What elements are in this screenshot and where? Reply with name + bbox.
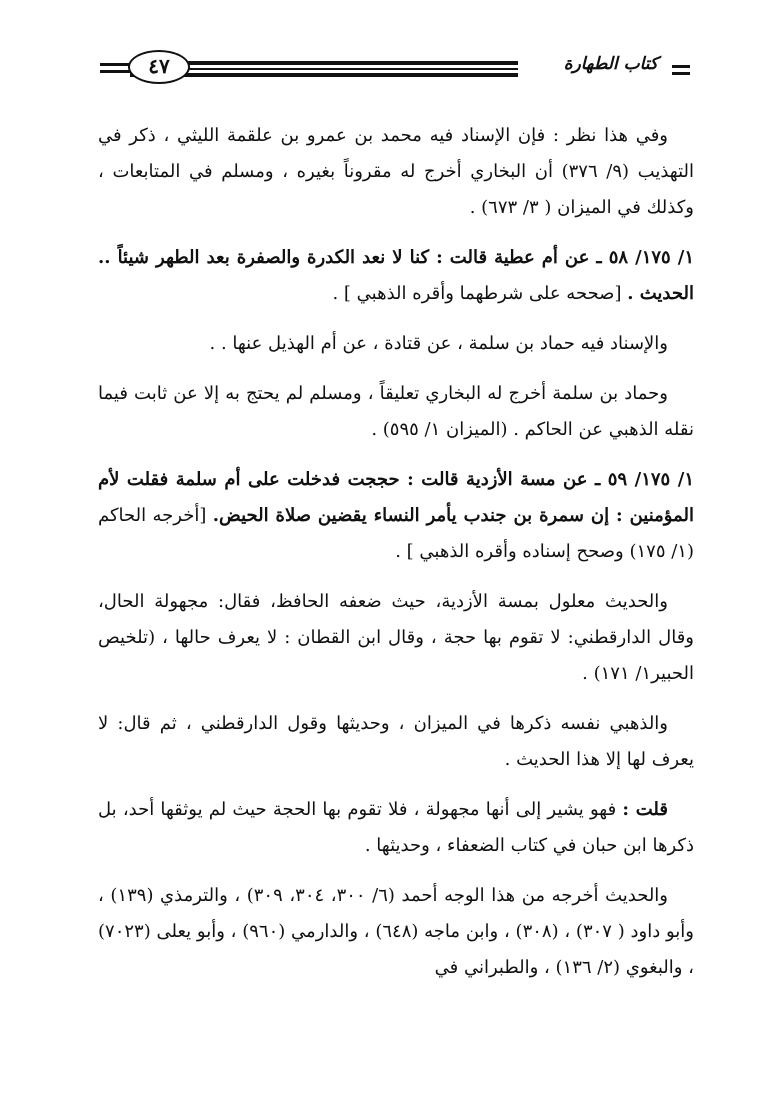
page-body bbox=[98, 118, 694, 1000]
paragraph-text: [أخرجه الحاكم (١/ ١٧٥) وصحح إسناده وأقره الذهبي ] . bbox=[98, 505, 694, 562]
book-title: كتاب الطهارة bbox=[563, 54, 658, 74]
paragraph-9 bbox=[98, 878, 694, 986]
paragraph-text: فهو يشير إلى أنها مجهولة ، فلا تقوم بها الحجة حيث لم يوثقها أحد، بل ذكرها ابن حبان في كتاب الضعفاء ، وحديثها . bbox=[98, 799, 694, 856]
paragraph-6 bbox=[98, 584, 694, 692]
paragraph-text: والحديث أخرجه من هذا الوجه أحمد (٦/ ٣٠٠، ٣٠٤، ٣٠٩) ، والترمذي (١٣٩) ، وأبو داود ( ٣٠٧) ، (٣٠٨) ، وابن ماجه (٦٤٨) ، والدارمي (٩٦٠) ، وأبو يعلى (٧٠٢٣) ، والبغوي (٢/ ١٣٦) ، والطبراني في bbox=[98, 885, 694, 978]
header-rule bbox=[130, 73, 518, 77]
qultu-label: قلت : bbox=[622, 799, 668, 820]
paragraph-2 bbox=[98, 240, 694, 312]
hadith-heading: ١/ ١٧٥/ ٥٩ ـ عن مسة الأزدية قالت : حججت فدخلت على أم سلمة فقلت لأم المؤمنين : إن سمرة بن جندب يأمر النساء يقضين صلاة الحيض. bbox=[98, 469, 694, 526]
paragraph-7 bbox=[98, 706, 694, 778]
paragraph-1 bbox=[98, 118, 694, 226]
paragraph-text: [صححه على شرطهما وأقره الذهبي ] . bbox=[332, 283, 628, 304]
paragraph-text: وفي هذا نظر : فإن الإسناد فيه محمد بن عمرو بن علقمة الليثي ، ذكر في التهذيب (٩/ ٣٧٦) أن البخاري أخرج له مقروناً بغيره ، ومسلم في المتابعات ، وكذلك في الميزان ( ٣/ ٦٧٣) . bbox=[98, 125, 694, 218]
paragraph-4 bbox=[98, 376, 694, 448]
paragraph-8 bbox=[98, 792, 694, 864]
paragraph-3 bbox=[98, 326, 694, 362]
paragraph-text: والحديث معلول بمسة الأزدية، حيث ضعفه الحافظ، فقال: مجهولة الحال، وقال الدارقطني: لا تقوم بها حجة ، وقال ابن القطان : لا يعرف حالها ، (تلخيص الحبير١/ ١٧١) . bbox=[98, 591, 694, 684]
paragraph-text: والذهبي نفسه ذكرها في الميزان ، وحديثها وقول الدارقطني ، ثم قال: لا يعرف لها إلا هذا الحديث . bbox=[98, 713, 694, 770]
paragraph-text: وحماد بن سلمة أخرج له البخاري تعليقاً ، ومسلم لم يحتج به إلا عن ثابت فيما نقله الذهبي عن الحاكم . (الميزان ١/ ٥٩٥) . bbox=[98, 383, 694, 440]
header-ornament-mark bbox=[672, 65, 690, 75]
header-ornament-bars bbox=[100, 63, 130, 73]
paragraph-5 bbox=[98, 462, 694, 570]
paragraph-text: والإسناد فيه حماد بن سلمة ، عن قتادة ، عن أم الهذيل عنها . . bbox=[209, 333, 668, 354]
hadith-heading: ١/ ١٧٥/ ٥٨ ـ عن أم عطية قالت : كنا لا نعد الكدرة والصفرة بعد الطهر شيئاً .. الحديث . bbox=[98, 247, 695, 304]
page-header bbox=[100, 48, 690, 94]
page-number: ٤٧ bbox=[128, 50, 190, 84]
